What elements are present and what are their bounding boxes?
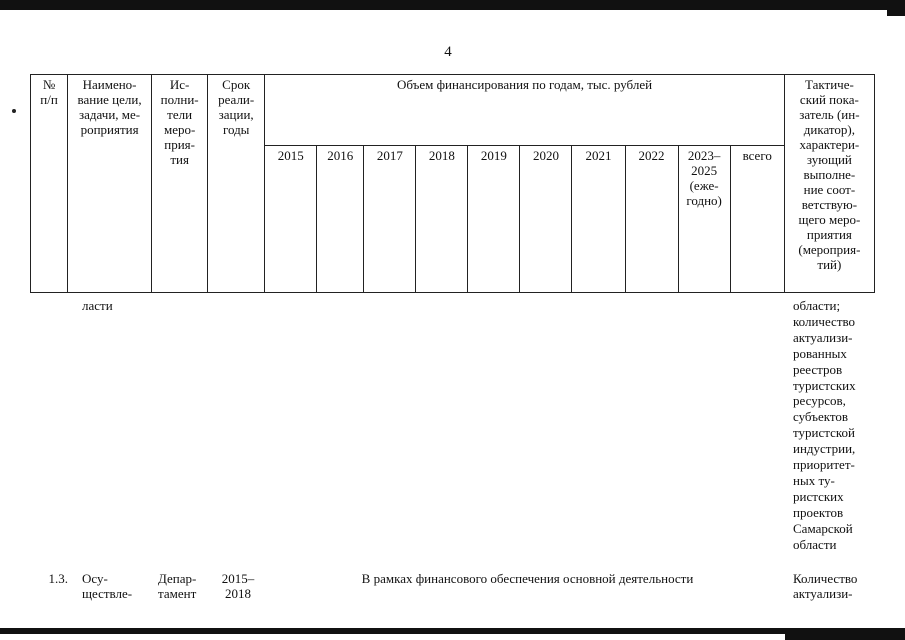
continued-name-tail: ласти: [82, 298, 113, 313]
row-number: 1.3.: [48, 571, 68, 586]
header-year-range: 2023– 2025 (еже- годно): [678, 146, 730, 293]
row-name: Осу- ществле-: [82, 571, 133, 601]
header-total: всего: [730, 146, 784, 293]
header-year: 2020: [520, 146, 572, 293]
header-year: 2018: [416, 146, 468, 293]
header-year: 2022: [625, 146, 678, 293]
scan-corner-mark: [887, 0, 905, 16]
header-indicator: Тактиче- ский пока- затель (ин- дикатор), характери- зующий выполне- ние соот- ветствую- щего меро- приятия (мероприя- тий): [784, 75, 874, 293]
header-year: 2016: [317, 146, 364, 293]
page-number: 4: [444, 44, 452, 60]
header-number: № п/п: [31, 75, 68, 293]
scan-top-edge: [0, 0, 905, 10]
scan-bottom-corner: [785, 630, 905, 640]
header-year: 2015: [265, 146, 317, 293]
row-executor: Депар- тамент: [158, 571, 197, 601]
header-financing: Объем финансирования по годам, тыс. рублей: [265, 75, 785, 146]
header-name: Наимено- вание цели, задачи, ме- роприятия: [68, 75, 152, 293]
header-term: Срок реали- зации, годы: [208, 75, 265, 293]
margin-dot: [12, 109, 16, 113]
header-year: 2017: [364, 146, 416, 293]
row-indicator: Количество актуализи-: [793, 571, 858, 601]
header-year: 2019: [468, 146, 520, 293]
financing-table-header: [30, 74, 875, 293]
row-term: 2015– 2018: [221, 571, 255, 601]
header-year: 2021: [572, 146, 625, 293]
header-executors: Ис- полни- тели меро- прия- тия: [152, 75, 208, 293]
row-financing: В рамках финансового обеспечения основной деятельности: [361, 571, 694, 586]
scan-bottom-edge: [0, 628, 905, 634]
continued-indicator: области; количество актуализи- рованных реестров туристских ресурсов, субъектов туристской индустрии, приоритет- ных ту- ристских проектов Самарской области: [793, 298, 856, 552]
